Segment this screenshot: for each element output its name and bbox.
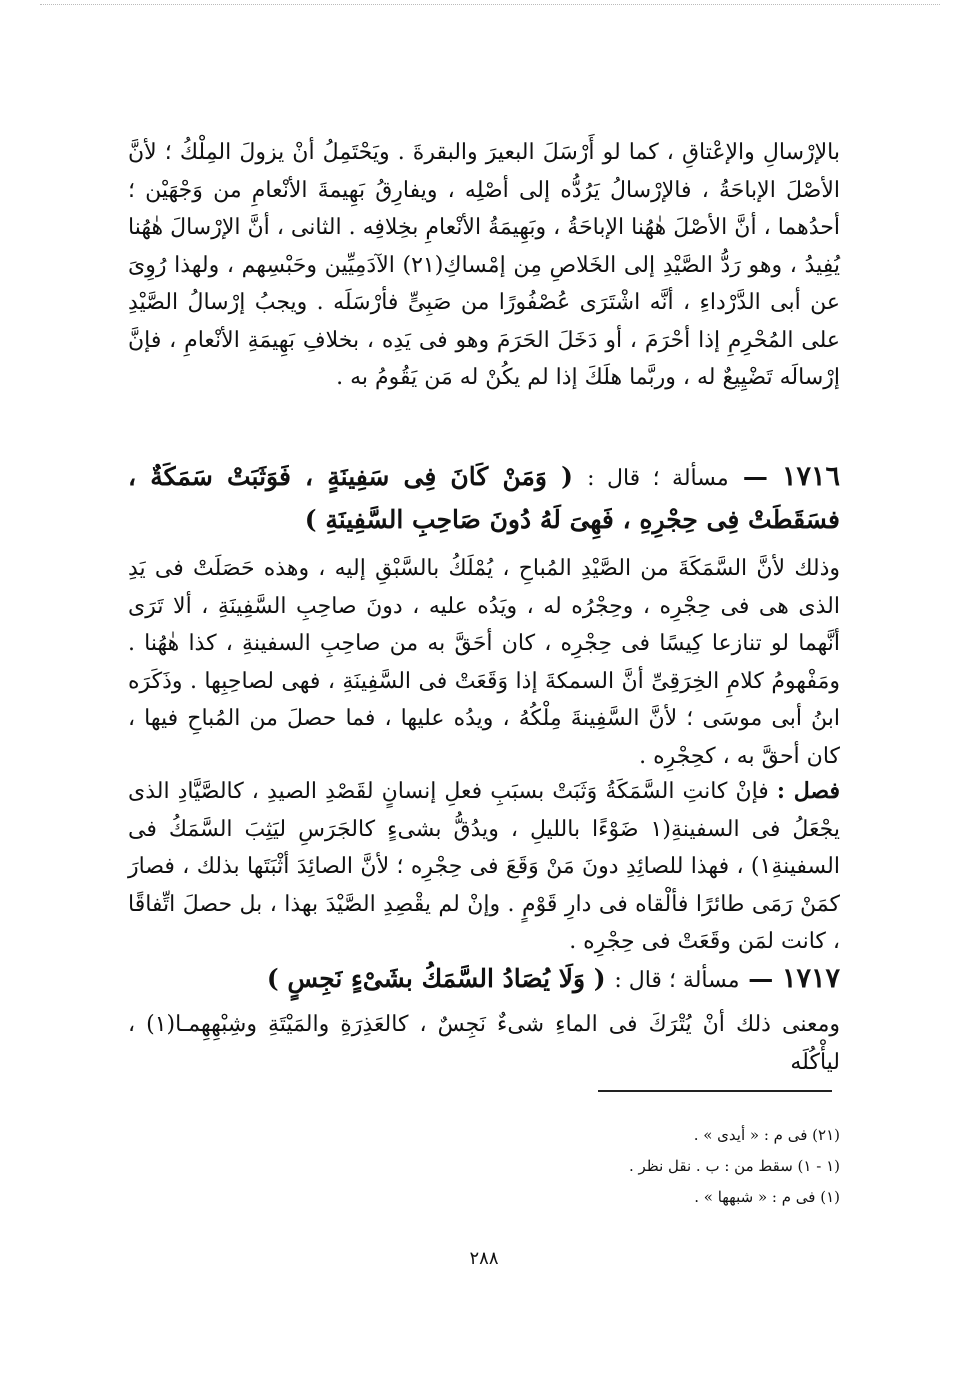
masala-heading-1716: [128, 456, 840, 540]
footnote: (١ - ١) سقط من : ب . نقل نظر .: [628, 1157, 840, 1175]
paragraph-2: وذلك لأنَّ السَّمَكَةَ من الصَّيْدِ المُباحِ ، يُمْلَكُ بالسَّبْقِ إليه ، وهذه حَصَلَتْ فى يَدِ الذى هى فى حِجْرِه ، وحِجْرُه له ، ويَدُه عليه ، دونَ صاحِبِ السَّفِينَةِ ، ألا تَرَى أنَّهما لو تنازعا كِيسًا فى حِجْرِه ، كان أحَقَّ به من صاحِبِ السفينةِ ، كذا هٰهُنا . ومَفْهومُ كلامِ الخِرَقِىِّ أنَّ السمكةَ إذا وَقَعَتْ فى السَّفِينَةِ ، فهى لصاحِبِها . وذَكَرَه ابنُ أبى موسَى ؛ لأنَّ السَّفِينةَ مِلْكُهُ ، ويدُه عليها ، فما حصلَ من المُباحِ فيها ، كان أحقَّ به ، كحِجْرِه .: [128, 556, 840, 769]
paragraph-1: بالإرْسالِ والإعْتاقِ ، كما لو أَرْسَلَ البعيرَ والبقرةَ . ويَحْتَمِلُ أنْ يزولَ المِلْكُ ؛ لأنَّ الأصْلَ الإباحَةُ ، فالإرْسالُ يَرُدُّه إلى أصْلِه ، ويفارِقُ بَهِيمةَ الأنْعامِ من وَجْهَيْن ؛ أحدُهما ، أنَّ الأصْلَ هٰهُنا الإباحَةُ ، وبَهِيمَةُ الأنْعامِ بخِلافِه . الثانى ، أنَّ الإرْسالَ هٰهُنا يُفِيدُ ، وهو رَدُّ الصَّيْدِ إلى الخَلاصِ مِن إمْساكِ(٢١) الآدَمِيِّين وحَبْسِهم ، ولهذا رُوِىَ عن أبى الدَّرْداءِ ، أنَّه اشْتَرَى عُصْفُورًا من صَبِىٍّ فأرْسَلَه . ويجبُ إرْسالُ الصَّيْدِ على المُحْرِمِ إذا أحْرَمَ ، أو دَخَلَ الحَرَمَ وهو فى يَدِه ، بخلافِ بَهِيمَةِ الأنْعامِ ، فإنَّ إرْسالَه تَضْيِيعٌ له ، وربَّما هلَكَ إذا لم يكُنْ له مَن يَقُومُ به .: [128, 140, 840, 390]
page-number: ٢٨٨: [469, 1248, 499, 1269]
masala-number: ١٧١٧: [781, 963, 840, 994]
scan-edge-line: [40, 4, 940, 5]
fasl-paragraph: [128, 773, 840, 961]
masala-number: ١٧١٦: [781, 461, 840, 492]
fasl-text: فإنْ كانتِ السَّمَكَةُ وَثَبَتْ بسبَبِ فعلِ إنسانٍ لقَصْدِ الصيدِ ، كالصَّيَّادِ الذى يجْعَلُ فى السفينةِ(١ ضَوْءًا بالليلِ ، ويدُقُّ بشىءٍ كالجَرَسِ ليَثِبَ السَّمَكُ فى السفينةِ١) ، فهذا للصائِدِ دونَ مَنْ وَقَعَ فى حِجْرِه ؛ لأنَّ الصائِدَ أثْبَتَها بذلك ، فصارَ كمَنْ رَمَى طائرًا فألْقاه فى دارِ قَوْمٍ . وإنْ لم يقْصِدِ الصَّيْدَ بهذا ، بل حصلَ اتِّفاقًا ، كانت لمَن وقَعَتْ فى حِجْرِه .: [128, 779, 840, 954]
heading-dash: —: [748, 964, 774, 993]
footnote-separator: [598, 1090, 832, 1092]
masala-heading-1717: [128, 958, 840, 1001]
masala-label: مسألة ؛ قال :: [614, 968, 740, 993]
heading-dash: —: [742, 462, 768, 491]
footnote: (١) فى م : « شبهها » .: [694, 1188, 840, 1206]
masala-label: مسألة ؛ قال :: [587, 466, 729, 491]
footnotes: [500, 1120, 840, 1213]
masala-text: ( وَلَا يُصَادُ السَّمَكُ بشَىْءٍ نَجِسٍ ): [266, 964, 606, 993]
paragraph-4: ومعنى ذلك أنْ يُتْرَكَ فى الماءِ شىءٌ نَجِسٌ ، كالعَذِرَةِ والمَيْتَةِ وشِبْهِهِمـا(١) ، ليأْكُلَه: [128, 1012, 840, 1075]
masala-text: ( وَمَنْ كَانَ فِى سَفِينَةٍ ، فَوَثَبَتْ سَمَكَةٌ ، فسَقَطَتْ فِى حِجْرِهِ ، فَهِىَ لَهُ دُونَ صَاحِبِ السَّفِينَةِ ): [128, 462, 840, 534]
footnote: (٢١) فى م : « أيدى » .: [693, 1126, 840, 1144]
fasl-label: فصل :: [776, 778, 840, 804]
